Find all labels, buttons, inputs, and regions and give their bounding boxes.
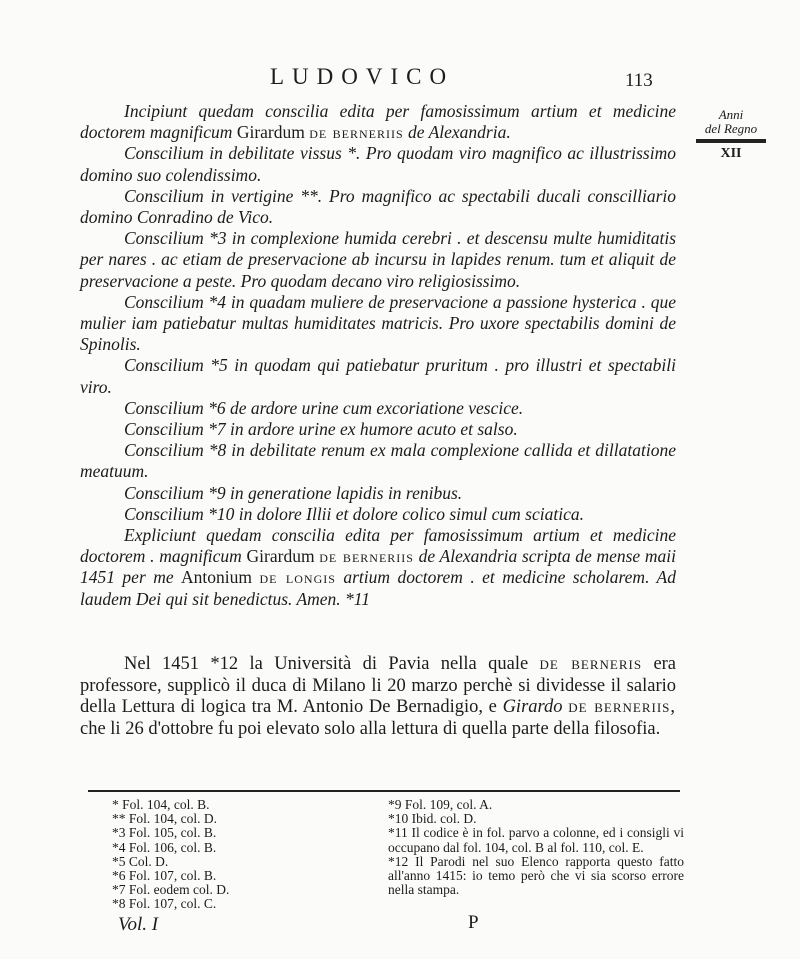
conscilium-4: Conscilium *4 in quadam muliere de preservacione a passione hysterica . que mulier iam patiebatur multas humiditates matricis. Pro uxore spectabilis domini de Spinolis.	[80, 291, 676, 355]
signature-mark: Vol. I	[118, 914, 159, 935]
conscilium-7: Conscilium *7 in ardore urine ex humore acuto et salso.	[124, 419, 518, 440]
page-number: 113	[625, 70, 653, 91]
running-header-title: LUDOVICO	[270, 64, 455, 89]
italian-paragraph: Nel 1451 *12 la Università di Pavia nella quale de berneris era professore, supplicò il duca di Milano li 20 marzo perchè si dividesse il salario della Lettura di logica tra M. Antonio De Bernadigio, e Girardo de berneriis, che li 26 d'ottobre fu poi elevato solo alla lettura di quella parte della filosofia.	[80, 654, 677, 739]
conscilium-1: Conscilium in debilitate vissus *. Pro quodam viro magnifico ac illustrissimo domino suo colendissimo.	[80, 143, 676, 185]
gathering-mark: P	[468, 912, 479, 933]
conscilium-6: Conscilium *6 de ardore urine cum excoriatione vescice.	[124, 397, 524, 418]
footnote: *4 Fol. 106, col. B.	[112, 839, 217, 855]
conscilium-8: Conscilium *8 in debilitate renum ex mala complexione callida et dillatatione meatuum.	[80, 440, 676, 482]
footnote: *7 Fol. eodem col. D.	[112, 882, 230, 898]
footnote: *12 Il Parodi nel suo Elenco rapporta questo fatto all'anno 1415: io temo però che vi sia scorso errore nella stampa.	[388, 853, 684, 898]
footnote: *9 Fol. 109, col. A.	[388, 797, 493, 812]
conscilium-9: Conscilium *9 in generatione lapidis in renibus.	[124, 482, 463, 503]
footnote: *3 Fol. 105, col. B.	[112, 825, 217, 841]
margin-note-line2: del Regno	[704, 121, 758, 136]
footnotes-right-column	[388, 798, 684, 897]
conscilium-10: Conscilium *10 in dolore Illii et dolore colico simul cum sciatica.	[124, 503, 584, 524]
incipit-paragraph: Incipiunt quedam conscilia edita per famosissimum artium et medicine doctorem magnificum Girardum de berneriis de Alexandria.	[80, 101, 676, 143]
explicit-paragraph: Expliciunt quedam conscilia edita per famosissimum artium et medicine doctorem . magnificum Girardum de berneriis de Alexandria scripta de mense maii 1451 per me Antonium de longis artium doctorem . et medicine scholarem. Ad laudem Dei qui sit benedictus. Amen. *11	[80, 525, 677, 609]
footnote: *5 Col. D.	[112, 853, 169, 869]
conscilium-2: Conscilium in vertigine **. Pro magnifico ac spectabili ducali conscilliario domino Conradino de Vico.	[80, 185, 676, 228]
footnote: *6 Fol. 107, col. B.	[112, 868, 217, 884]
margin-note-line1: Anni	[718, 107, 744, 122]
footnotes-left-column	[112, 798, 392, 912]
margin-note-year: XII	[720, 146, 742, 161]
conscilium-3: Conscilium *3 in complexione humida cerebri . et descensu multe humiditatis per nares . ac etiam de preservacione ab incursu in lapides renum. tum et aliquit de preservacione a peste. Pro quodam decano viro religiosissimo.	[80, 228, 676, 291]
footnote: *8 Fol. 107, col. C.	[112, 896, 217, 912]
margin-note	[690, 108, 772, 161]
footnote: *10 Ibid. col. D.	[388, 811, 477, 827]
footnote: ** Fol. 104, col. D.	[112, 811, 218, 827]
conscilium-5: Conscilium *5 in quodam qui patiebatur pruritum . pro illustri et spectabili viro.	[80, 355, 676, 397]
latin-text-block	[80, 101, 676, 610]
footnote: * Fol. 104, col. B.	[112, 797, 210, 812]
footnote: *11 Il codice è in fol. parvo a colonne, ed i consigli vi occupano dal fol. 104, col. B al fol. 110, col. E.	[388, 825, 684, 855]
margin-rule	[696, 139, 766, 143]
footnote-divider	[88, 790, 680, 792]
